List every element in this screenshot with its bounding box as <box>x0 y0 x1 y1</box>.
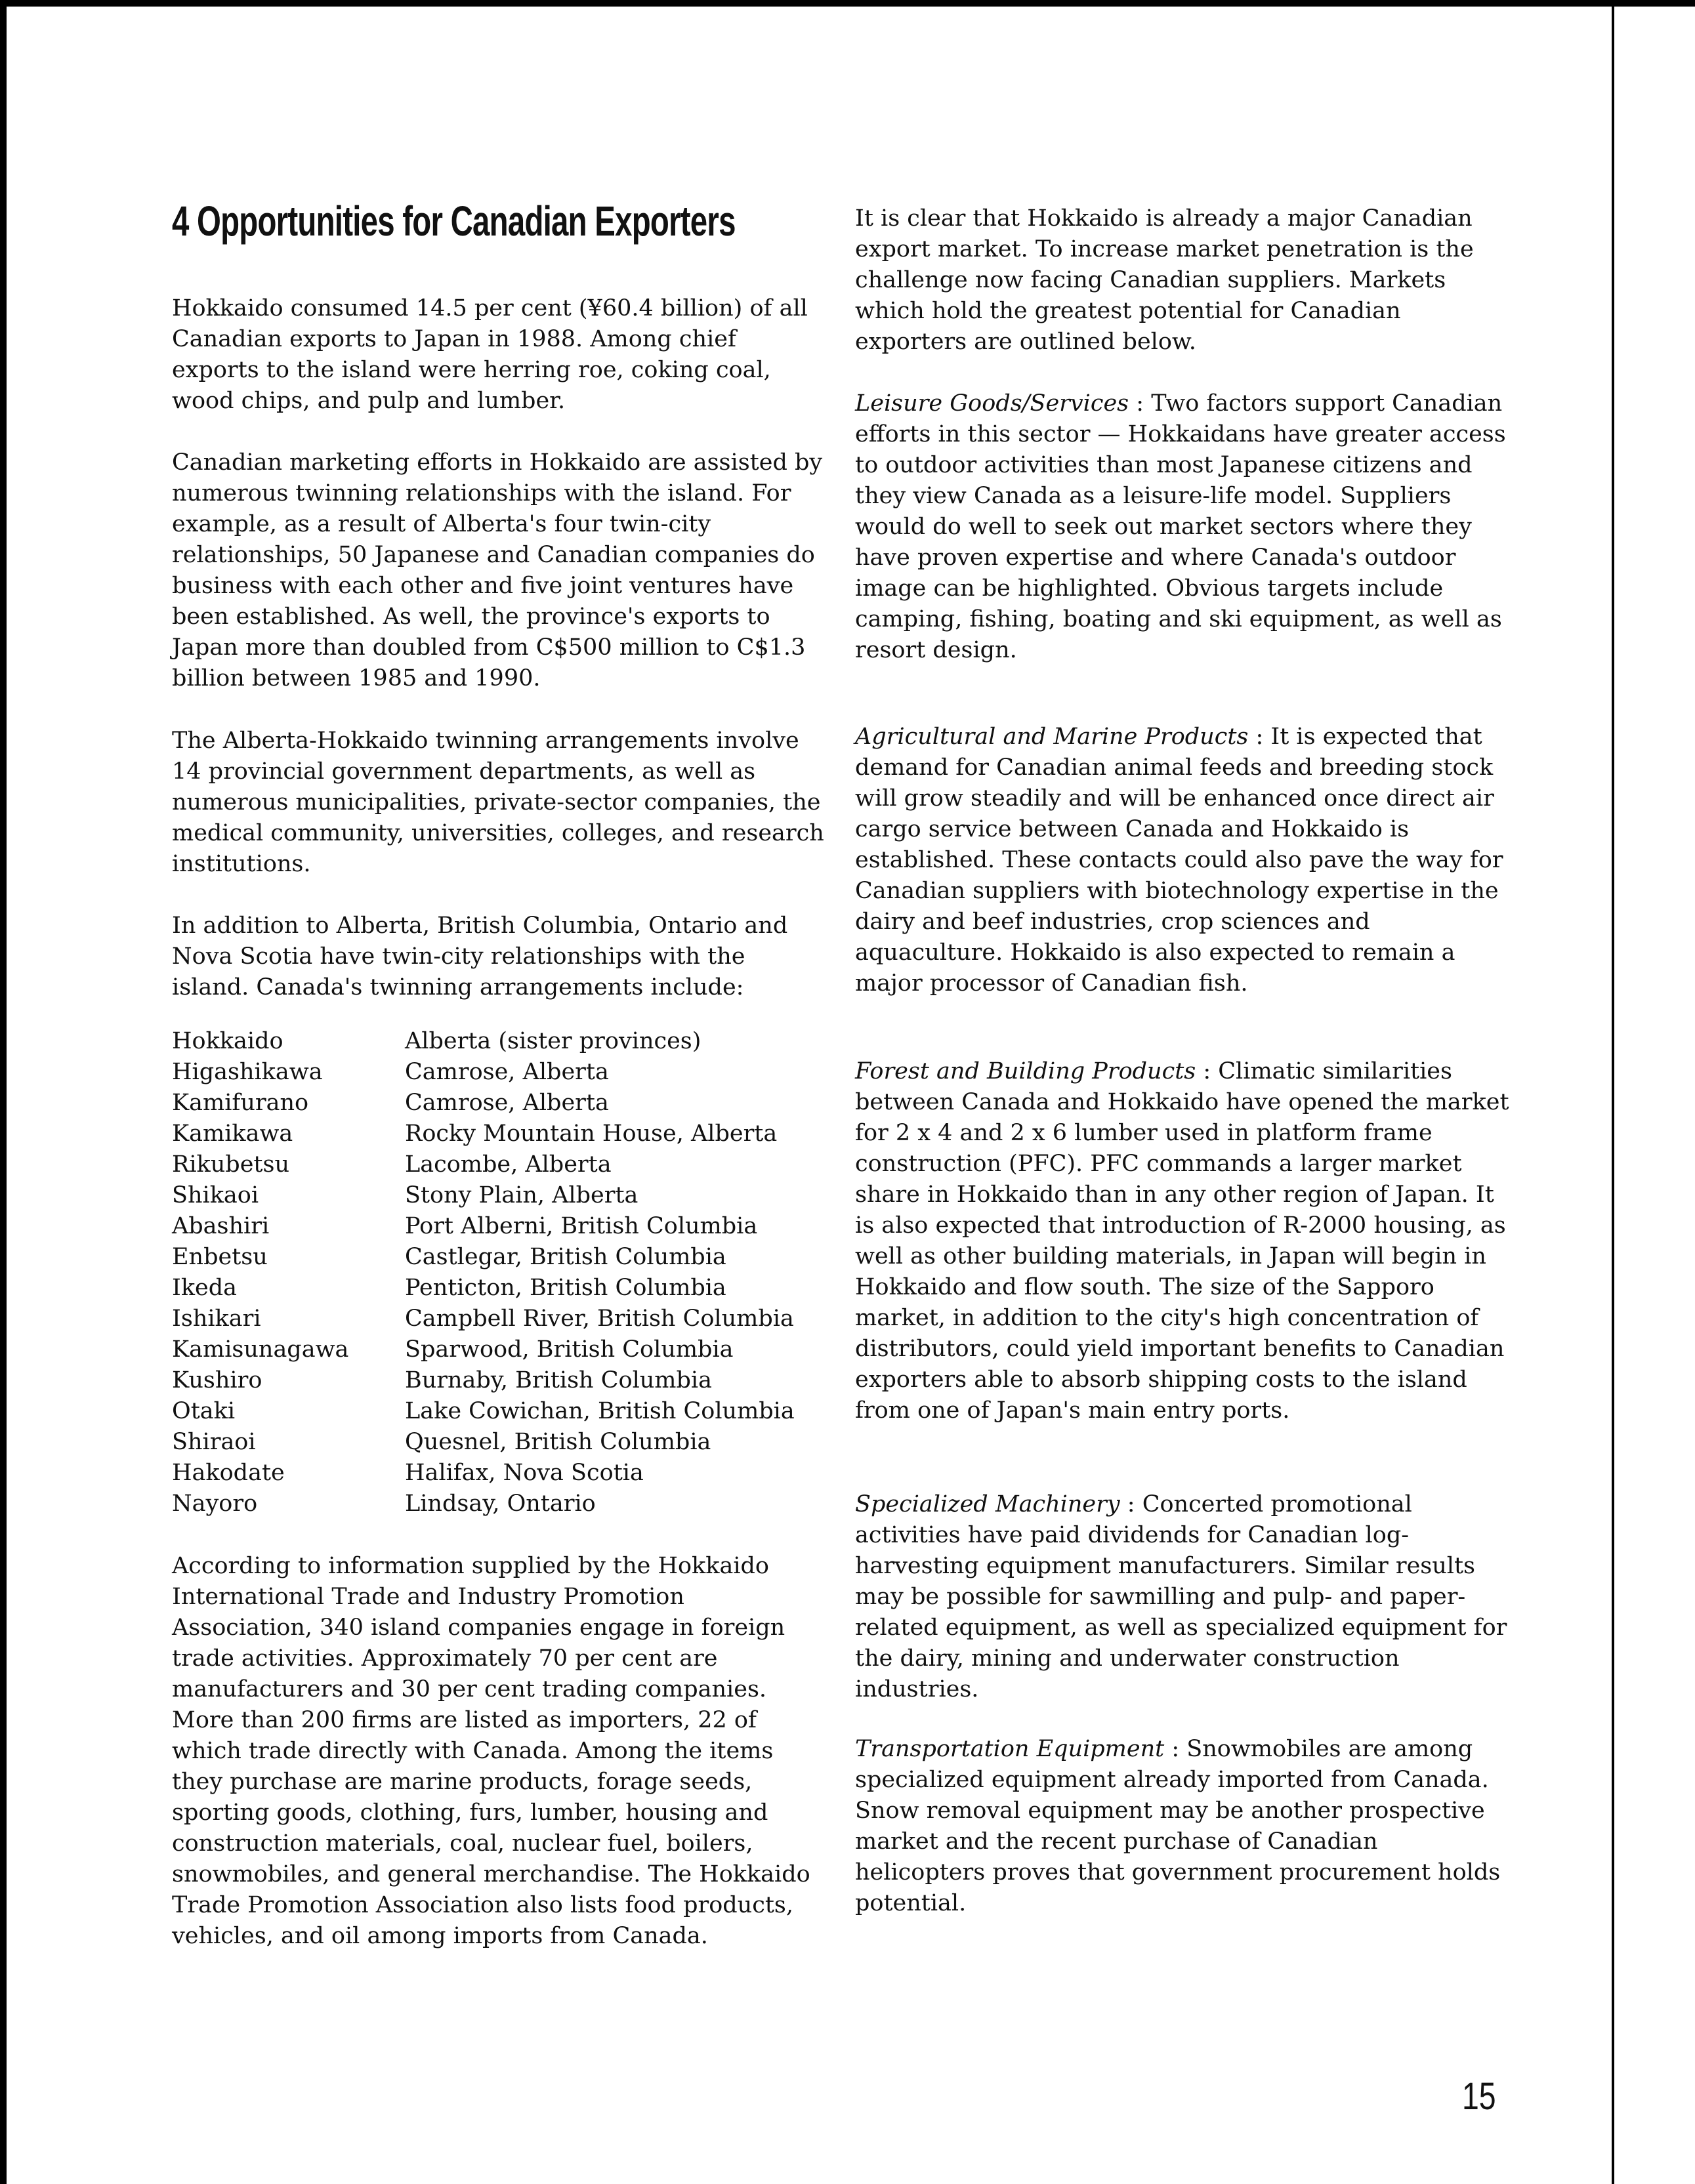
sector-text: Climatic similarities between Canada and Hokkaido have opened the market for 2 x 4 and 2 x 6 lumber used in platform frame construction (PFC). PFC commands a larger market share in Hokkaido than in any other region of Japan. It is also expected that introduction of R-2000 housing, as well as other building materials, in Japan will begin in Hokkaido and flow south. The size of the Sapporo market, in addition to the city's high concentration of distributors, could yield important benefits to Canadian exporters able to absorb shipping costs to the island from one of Japan's main entry ports. <box>855 1058 1509 1424</box>
sector-agricultural <box>855 722 1511 999</box>
page-number: 15 <box>1462 2075 1496 2118</box>
twinning-row <box>172 1365 795 1396</box>
japanese-municipality: Enbetsu <box>172 1244 268 1270</box>
japanese-municipality: Abashiri <box>172 1213 270 1239</box>
japanese-municipality: Shiraoi <box>172 1429 256 1455</box>
canadian-partner: Lacombe, Alberta <box>405 1151 612 1178</box>
sector-text: Two factors support Canadian efforts in this sector — Hokkaidans have greater access to outdoor activities than most Japanese citizens and they view Canada as a leisure-life model. Suppliers would do well to seek out market sectors where they have proven expertise and where Canada's outdoor image can be highlighted. Obvious targets include camping, fishing, boating and ski equipment, as well as resort design. <box>855 390 1506 663</box>
paragraph-text: Canadian marketing efforts in Hokkaido are assisted by numerous twinning relationships with the island. For example, as a result of Alberta's four twin-city relationships, 50 Japanese and Canadian companies do business with each other and five joint ventures have been established. As well, the province's exports to Japan more than doubled from C$500 million to C$1.3 billion between 1985 and 1990. <box>172 449 823 691</box>
paragraph-text: Hokkaido consumed 14.5 per cent (¥60.4 billion) of all Canadian exports to Japan in 1988. Among chief exports to the island were herring roe, coking coal, wood chips, and pulp and lumber. <box>172 295 808 414</box>
twinning-table <box>172 1026 795 1519</box>
canadian-partner: Lindsay, Ontario <box>405 1491 596 1517</box>
sector-heading: Agricultural and Marine Products <box>855 724 1249 750</box>
twinning-row <box>172 1304 795 1334</box>
japanese-municipality: Kamisunagawa <box>172 1336 349 1363</box>
canadian-partner: Castlegar, British Columbia <box>405 1244 726 1270</box>
canadian-partner: Campbell River, British Columbia <box>405 1306 794 1332</box>
twinning-list <box>172 1026 795 1519</box>
paragraph <box>172 726 828 880</box>
canadian-partner: Sparwood, British Columbia <box>405 1336 734 1363</box>
canadian-partner: Lake Cowichan, British Columbia <box>405 1398 795 1424</box>
japanese-municipality: Kushiro <box>172 1367 262 1393</box>
canadian-partner: Stony Plain, Alberta <box>405 1182 638 1208</box>
twinning-row <box>172 1119 795 1149</box>
canadian-partner: Halifax, Nova Scotia <box>405 1460 644 1486</box>
sector-leisure <box>855 388 1511 666</box>
sector-forest <box>855 1056 1511 1426</box>
japanese-municipality: Otaki <box>172 1398 236 1424</box>
heading-separator: : <box>1129 390 1152 417</box>
paragraph-text: It is clear that Hokkaido is already a major Canadian export market. To increase market penetration is the challenge now facing Canadian suppliers. Markets which hold the greatest potential for Canadian exporters are outlined below. <box>855 205 1474 355</box>
twinning-row <box>172 1180 795 1211</box>
twinning-row <box>172 1149 795 1180</box>
canadian-partner: Rocky Mountain House, Alberta <box>405 1121 778 1147</box>
paragraph <box>172 447 828 694</box>
heading-separator: : <box>1120 1491 1142 1517</box>
japanese-municipality: Hokkaido <box>172 1028 283 1054</box>
twinning-row <box>172 1026 795 1057</box>
paragraph-text: The Alberta-Hokkaido twinning arrangements involve 14 provincial government departments, as well as numerous municipalities, private-sector companies, the medical community, universities, colleges, and research institutions. <box>172 728 824 877</box>
twinning-row <box>172 1273 795 1304</box>
sector-machinery <box>855 1489 1511 1705</box>
japanese-municipality: Nayoro <box>172 1491 258 1517</box>
heading-separator: : <box>1164 1736 1187 1762</box>
twinning-row <box>172 1211 795 1242</box>
heading-separator: : <box>1248 724 1271 750</box>
twinning-row <box>172 1458 795 1489</box>
section-title: 4 Opportunities for Canadian Exporters <box>172 197 736 245</box>
paragraph-text: According to information supplied by the Hokkaido International Trade and Industry Promotion Association, 340 island companies engage in foreign trade activities. Approximately 70 per cent are manufacturers and 30 per cent trading companies. More than 200 firms are listed as importers, 22 of which trade directly with Canada. Among the items they purchase are marine products, forage seeds, sporting goods, clothing, furs, lumber, housing and construction materials, coal, nuclear fuel, boilers, snowmobiles, and general merchandise. The Hokkaido Trade Promotion Association also lists food products, vehicles, and oil among imports from Canada. <box>172 1553 810 1949</box>
heading-separator: : <box>1196 1058 1219 1084</box>
twinning-row <box>172 1334 795 1365</box>
twinning-row <box>172 1088 795 1119</box>
sector-heading: Forest and Building Products <box>855 1058 1196 1084</box>
sector-transportation <box>855 1734 1511 1919</box>
sector-text: Snowmobiles are among specialized equipment already imported from Canada. Snow removal equipment may be another prospective market and the recent purchase of Canadian helicopters proves that government procurement holds potential. <box>855 1736 1501 1916</box>
sector-heading: Leisure Goods/Services <box>855 390 1129 417</box>
sector-text: Concerted promotional activities have paid dividends for Canadian log-harvesting equipment manufacturers. Similar results may be possible for sawmilling and pulp- and paper-related equipment, as well as specialized equipment for the dairy, mining and underwater construction industries. <box>855 1491 1507 1702</box>
japanese-municipality: Shikaoi <box>172 1182 259 1208</box>
sector-heading: Specialized Machinery <box>855 1491 1120 1517</box>
paragraph <box>172 911 828 1003</box>
twinning-row <box>172 1489 795 1519</box>
paragraph <box>172 293 828 417</box>
paragraph <box>172 1551 828 1952</box>
japanese-municipality: Rikubetsu <box>172 1151 289 1178</box>
twinning-row <box>172 1396 795 1427</box>
canadian-partner: Penticton, British Columbia <box>405 1275 726 1301</box>
japanese-municipality: Ishikari <box>172 1306 261 1332</box>
twinning-row <box>172 1057 795 1088</box>
japanese-municipality: Hakodate <box>172 1460 285 1486</box>
canadian-partner: Camrose, Alberta <box>405 1090 609 1116</box>
japanese-municipality: Kamikawa <box>172 1121 293 1147</box>
canadian-partner: Port Alberni, British Columbia <box>405 1213 758 1239</box>
canadian-partner: Camrose, Alberta <box>405 1059 609 1085</box>
paragraph <box>855 203 1511 358</box>
canadian-partner: Quesnel, British Columbia <box>405 1429 711 1455</box>
canadian-partner: Alberta (sister provinces) <box>405 1028 701 1054</box>
paragraph-text: In addition to Alberta, British Columbia, Ontario and Nova Scotia have twin-city relationships with the island. Canada's twinning arrangements include: <box>172 913 788 1000</box>
twinning-row <box>172 1242 795 1273</box>
canadian-partner: Burnaby, British Columbia <box>405 1367 712 1393</box>
twinning-row <box>172 1427 795 1458</box>
japanese-municipality: Kamifurano <box>172 1090 309 1116</box>
sector-heading: Transportation Equipment <box>855 1736 1165 1762</box>
sector-text: It is expected that demand for Canadian animal feeds and breeding stock will grow steadily and will be enhanced once direct air cargo service between Canada and Hokkaido is established. These contacts could also pave the way for Canadian suppliers with biotechnology expertise in the dairy and beef industries, crop sciences and aquaculture. Hokkaido is also expected to remain a major processor of Canadian fish. <box>855 724 1503 997</box>
japanese-municipality: Higashikawa <box>172 1059 323 1085</box>
japanese-municipality: Ikeda <box>172 1275 238 1301</box>
